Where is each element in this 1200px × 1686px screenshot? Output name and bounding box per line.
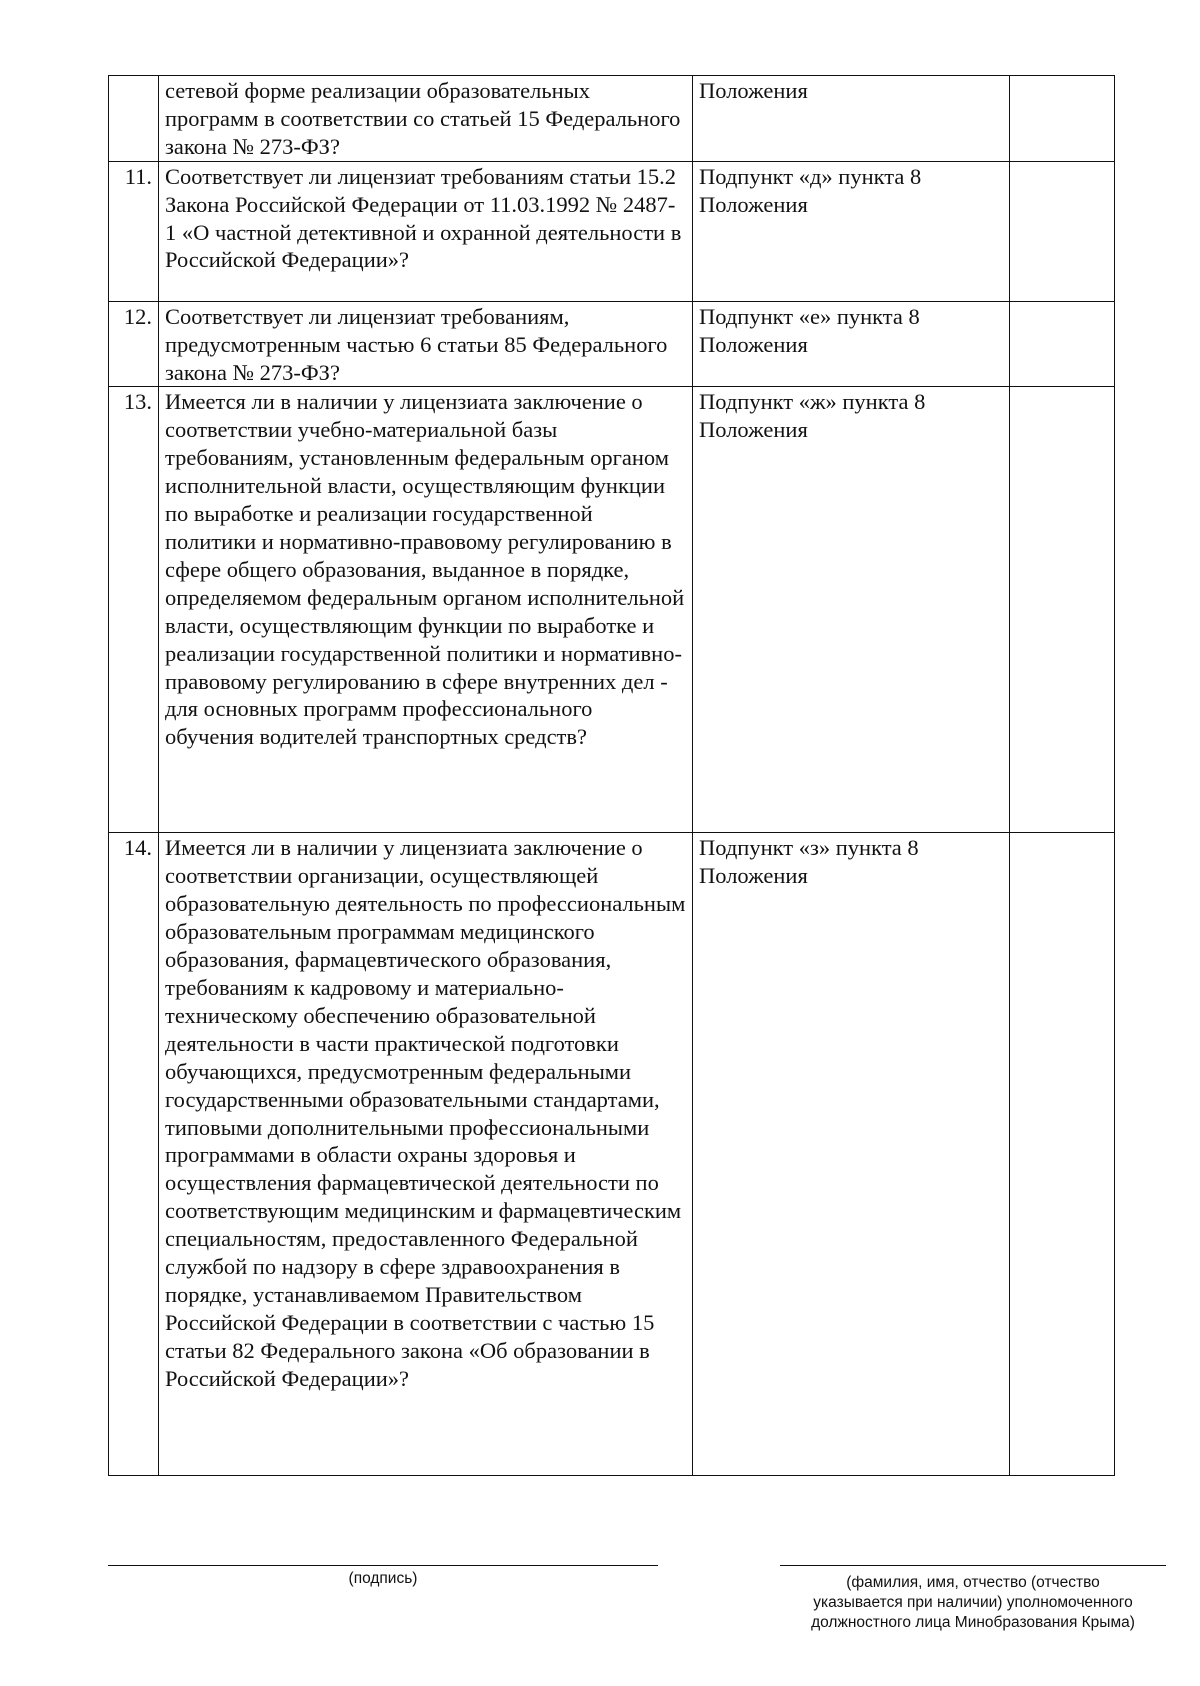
table-row: [109, 76, 1115, 162]
row-reference: Положения: [693, 76, 1010, 162]
row-note: [1010, 833, 1115, 1476]
row-question: Имеется ли в наличии у лицензиата заключение о соответствии учебно-материальной базы требованиям, установленным федеральным органом исполнительной власти, осуществляющим функции по выработке и реализации государственной политики и нормативно-правовому регулированию в сфере общего образования, выданное в порядке, определяемом федеральным органом исполнительной власти, осуществляющим функции по выработке и реализации государственной политики и нормативно-правовому регулированию в сфере внутренних дел - для основных программ профессионального обучения водителей транспортных средств?: [159, 387, 693, 833]
table-row: [109, 387, 1115, 833]
row-number: 11.: [109, 161, 159, 301]
row-question: сетевой форме реализации образовательных программ в соответствии со статьей 15 Федерального закона № 273-ФЗ?: [159, 76, 693, 162]
row-question: Соответствует ли лицензиат требованиям, предусмотренным частью 6 статьи 85 Федерального закона № 273-ФЗ?: [159, 301, 693, 387]
row-question: Имеется ли в наличии у лицензиата заключение о соответствии организации, осуществляющей образовательную деятельность по профессиональным образовательным программам медицинского образования, фармацевтического образования, требованиям к кадровому и материально-техническому обеспечению образовательной деятельности в части практической подготовки обучающихся, предусмотренным федеральными государственными образовательными стандартами, типовыми дополнительными профессиональными программами в области охраны здоровья и осуществления фармацевтической деятельности по соответствующим медицинским и фармацевтическим специальностям, предоставленного Федеральной службой по надзору в сфере здравоохранения в порядке, устанавливаемом Правительством Российской Федерации в соответствии с частью 15 статьи 82 Федерального закона «Об образовании в Российской Федерации»?: [159, 833, 693, 1476]
row-number: [109, 76, 159, 162]
name-caption-line1: (фамилия, имя, отчество (отчество: [846, 1574, 1100, 1591]
row-number: 12.: [109, 301, 159, 387]
row-reference: Подпункт «е» пункта 8 Положения: [693, 301, 1010, 387]
name-caption-line3: должностного лица Минобразования Крыма): [811, 1614, 1135, 1631]
row-question: Соответствует ли лицензиат требованиям статьи 15.2 Закона Российской Федерации от 11.03.1992 № 2487-1 «О частной детективной и охранной деятельности в Российской Федерации»?: [159, 161, 693, 301]
row-note: [1010, 76, 1115, 162]
row-number: 14.: [109, 833, 159, 1476]
row-reference: Подпункт «д» пункта 8 Положения: [693, 161, 1010, 301]
table-row: [109, 833, 1115, 1476]
checklist-table: [108, 75, 1115, 1476]
row-reference: Подпункт «ж» пункта 8 Положения: [693, 387, 1010, 833]
name-caption-line2: указывается при наличии) уполномоченного: [813, 1594, 1133, 1611]
name-line: [780, 1565, 1166, 1566]
table-row: [109, 161, 1115, 301]
signature-line: [108, 1565, 658, 1566]
row-note: [1010, 301, 1115, 387]
row-note: [1010, 161, 1115, 301]
table-row: [109, 301, 1115, 387]
row-note: [1010, 387, 1115, 833]
row-number: 13.: [109, 387, 159, 833]
row-reference: Подпункт «з» пункта 8 Положения: [693, 833, 1010, 1476]
signature-caption: (подпись): [348, 1570, 418, 1587]
